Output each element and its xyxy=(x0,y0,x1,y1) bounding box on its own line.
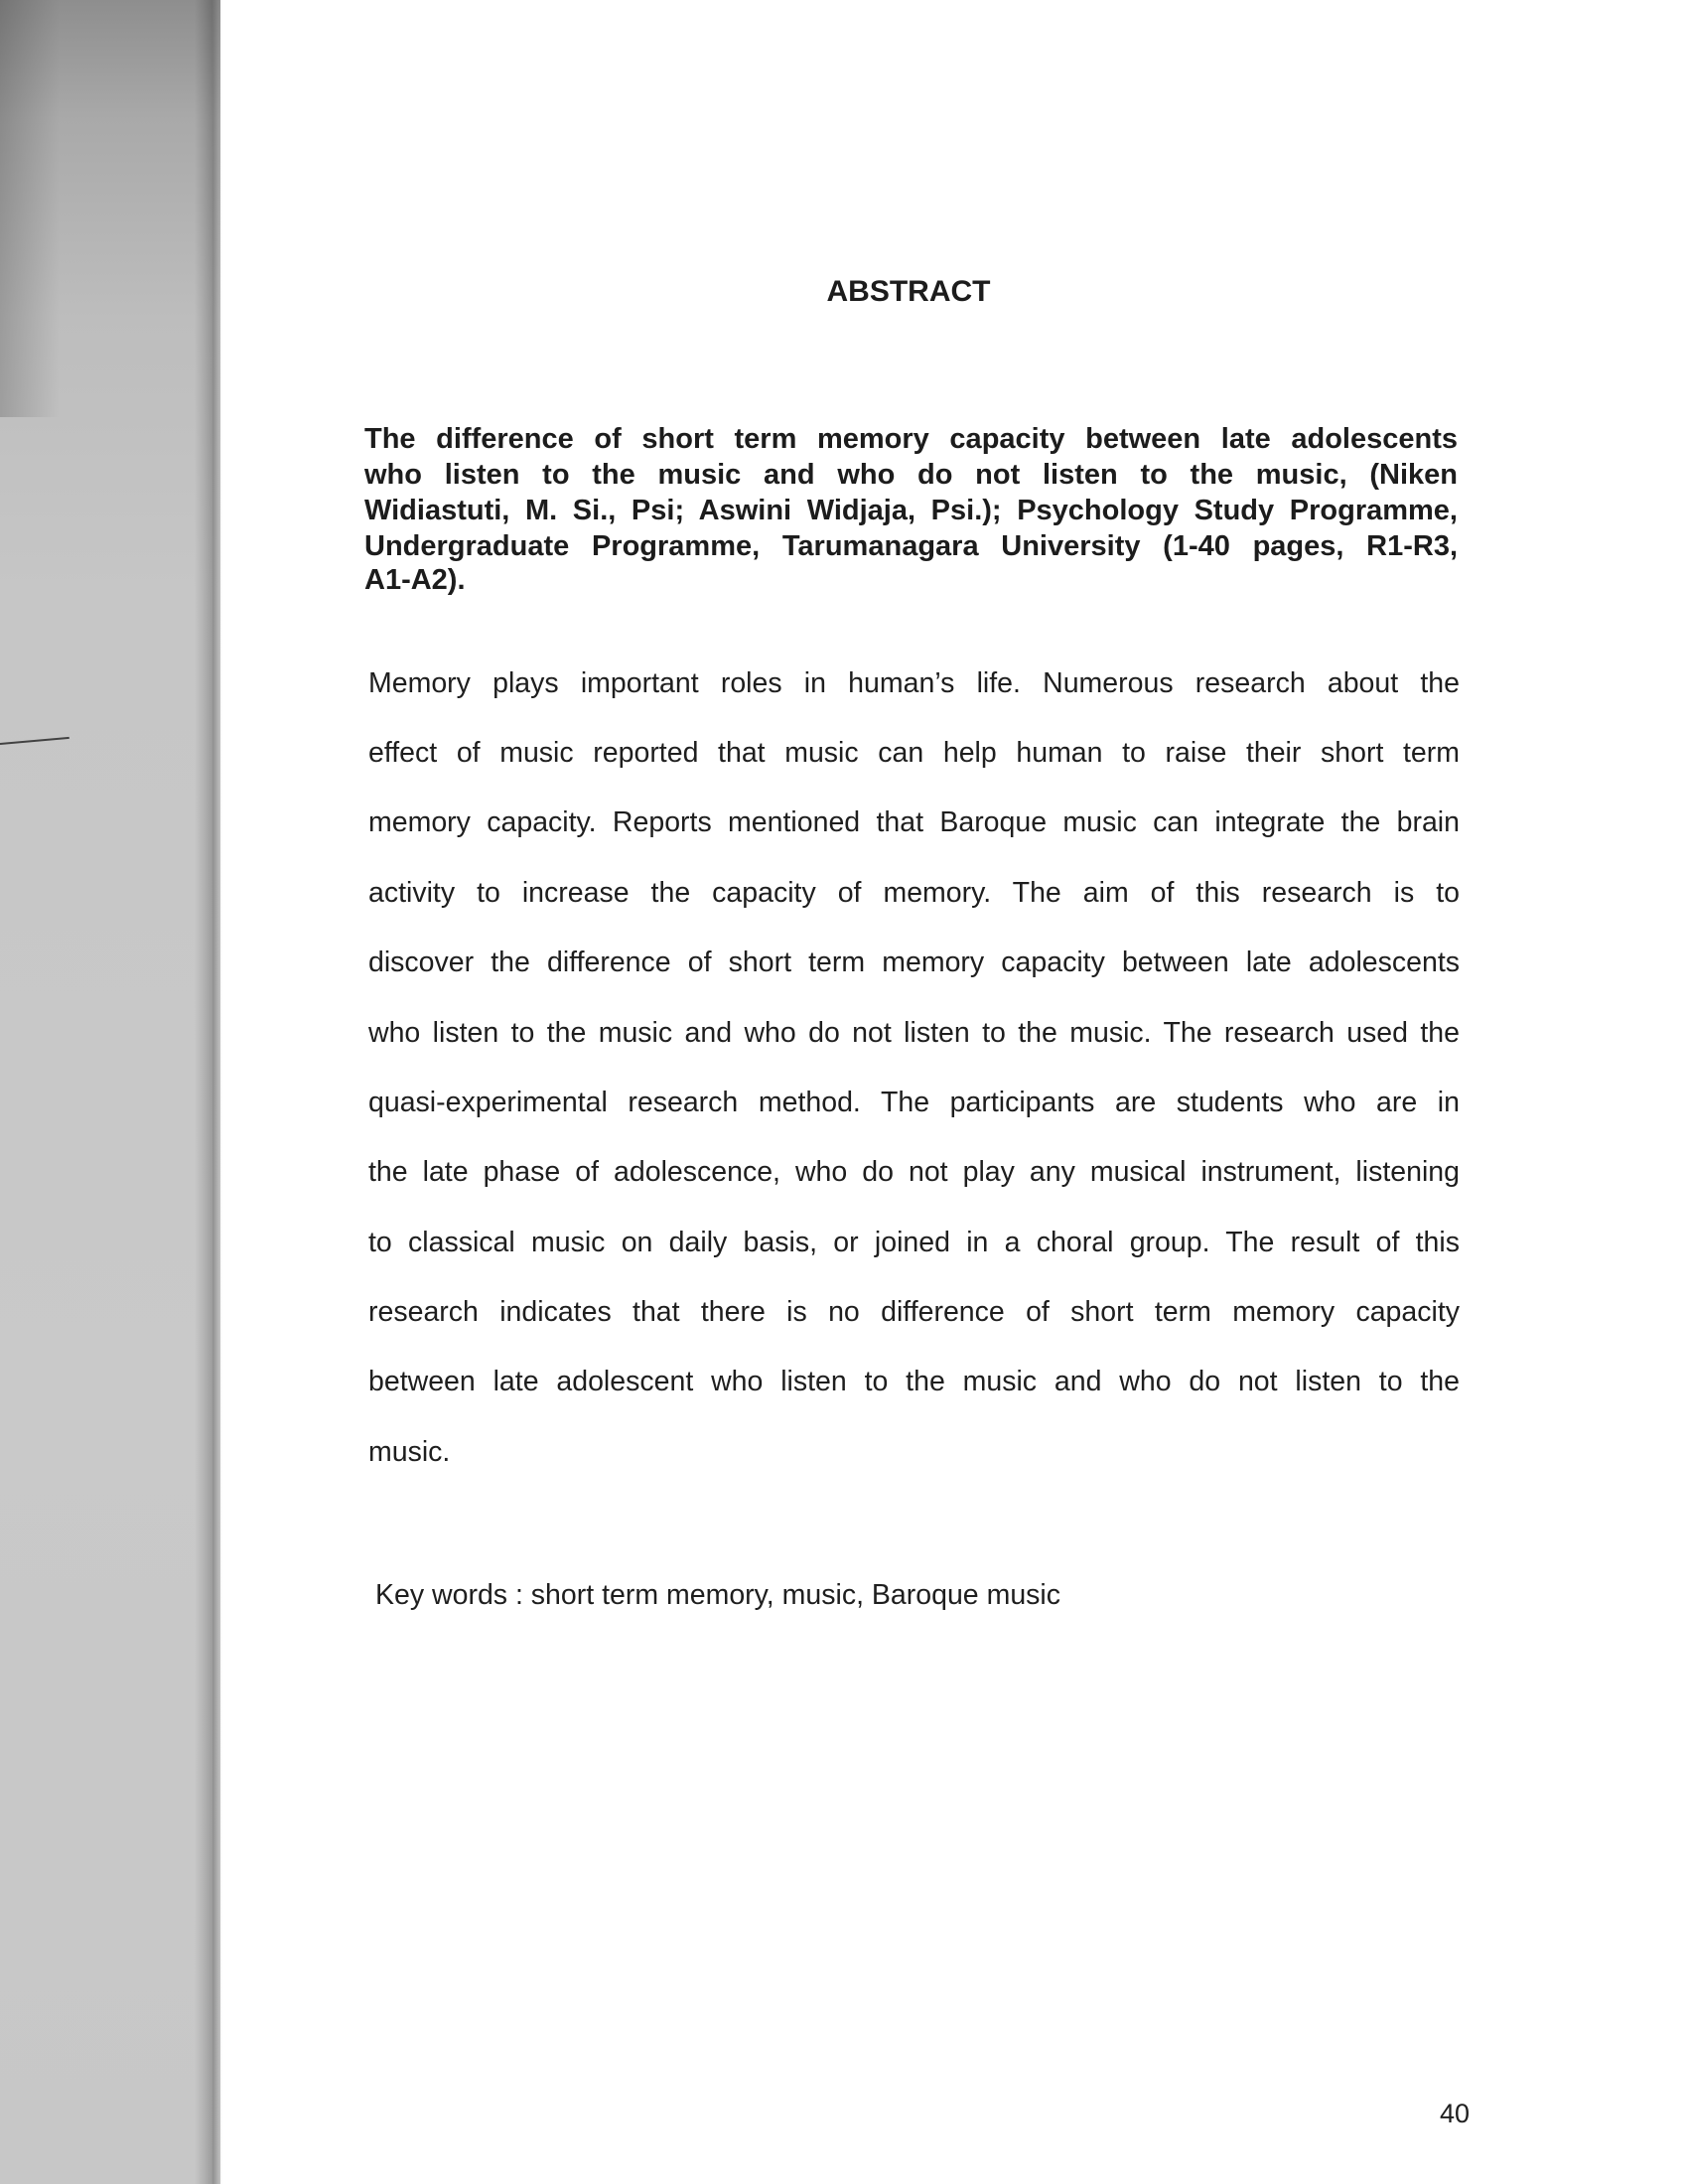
bibliographic-line: A1-A2). xyxy=(364,564,466,596)
abstract-line: the late phase of adolescence, who do not play any musical instrument, listening xyxy=(368,1156,1460,1188)
abstract-line: music. xyxy=(368,1436,451,1468)
bibliographic-line: who listen to the music and who do not listen to the music, (Niken xyxy=(364,459,1458,491)
abstract-line: research indicates that there is no difference of short term memory capacity xyxy=(368,1296,1460,1328)
abstract-line: between late adolescent who listen to the music and who do not listen to the xyxy=(368,1366,1460,1397)
bibliographic-line: Undergraduate Programme, Tarumanagara University (1-40 pages, R1-R3, xyxy=(364,530,1458,562)
abstract-line: effect of music reported that music can help human to raise their short term xyxy=(368,737,1460,769)
abstract-line: memory capacity. Reports mentioned that Baroque music can integrate the brain xyxy=(368,806,1460,838)
keywords: Key words : short term memory, music, Baroque music xyxy=(375,1579,1060,1611)
abstract-line: who listen to the music and who do not listen to the music. The research used the xyxy=(368,1017,1460,1049)
page-number: 40 xyxy=(1439,2099,1471,2128)
abstract-line: discover the difference of short term memory capacity between late adolescents xyxy=(368,946,1460,978)
abstract-heading: ABSTRACT xyxy=(826,275,991,308)
page-edge xyxy=(212,0,222,2184)
abstract-line: quasi-experimental research method. The participants are students who are in xyxy=(368,1087,1460,1118)
bibliographic-line: The difference of short term memory capacity between late adolescents xyxy=(364,423,1458,455)
abstract-line: activity to increase the capacity of memory. The aim of this research is to xyxy=(368,877,1460,909)
abstract-line: to classical music on daily basis, or joined in a choral group. The result of this xyxy=(368,1227,1460,1258)
abstract-line: Memory plays important roles in human’s life. Numerous research about the xyxy=(368,667,1460,699)
scan-binding-shadow xyxy=(0,0,220,2184)
bibliographic-line: Widiastuti, M. Si., Psi; Aswini Widjaja, Psi.); Psychology Study Programme, xyxy=(364,495,1458,526)
